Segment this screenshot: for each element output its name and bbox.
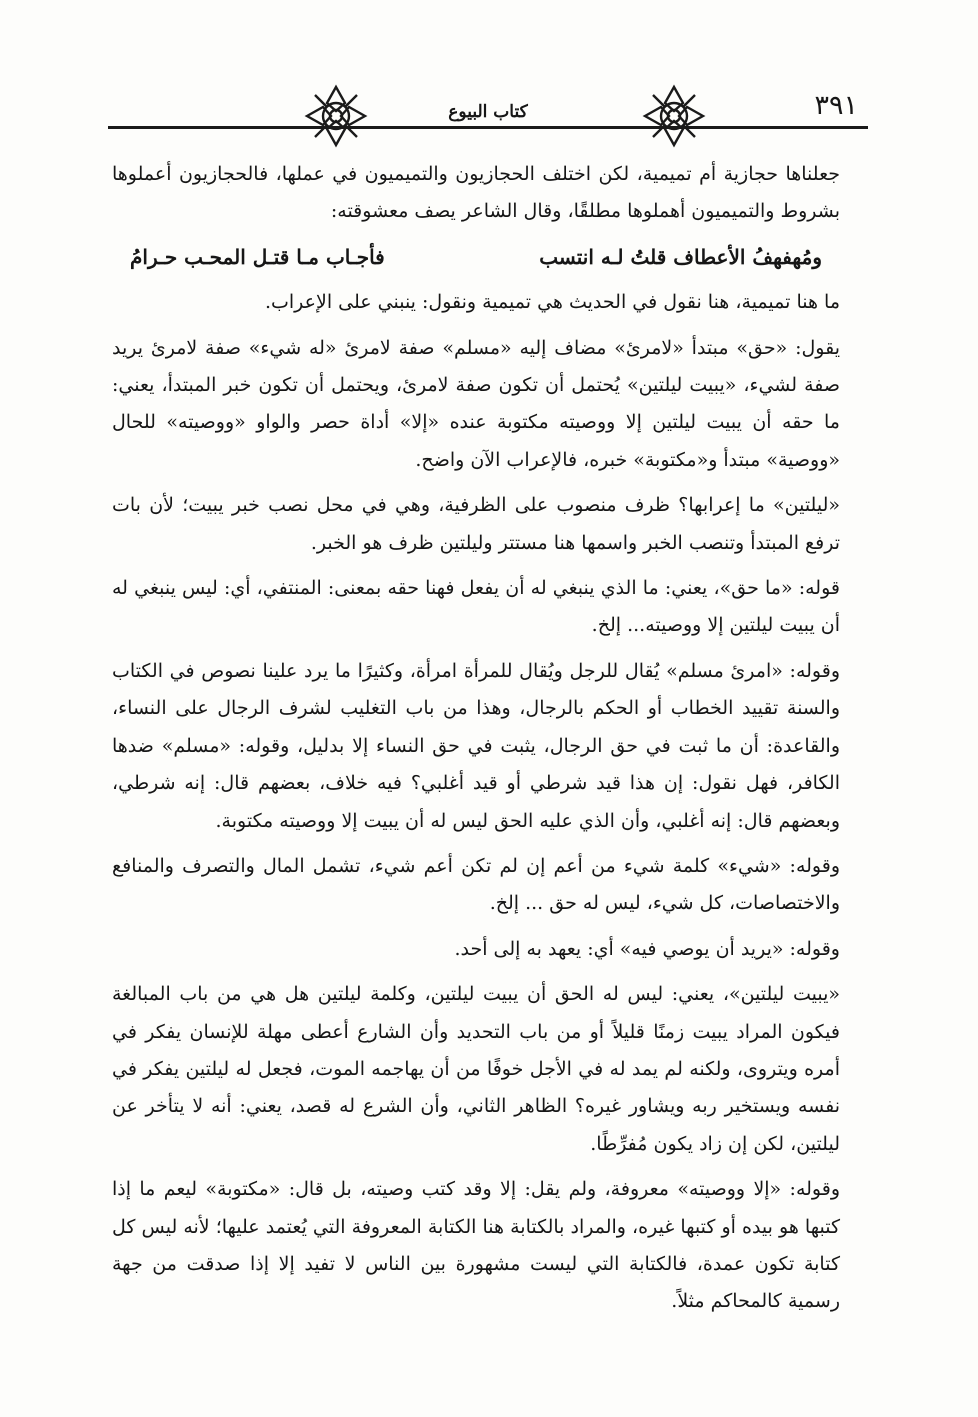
page-number: ٣٩١ (814, 90, 858, 121)
paragraph: «يبيت ليلتين»، يعني: ليس له الحق أن يبيت ليلتين، وكلمة ليلتين هل هي من باب المبالغة فيكون المراد يبيت زمنًا قليلاً أو من باب التحديد وأن الشارع أعطى مهلة للإنسان يفكر في أمره ويتروى، ولكنه لم يمد له في الأجل خوفًا من أن يهاجمه الموت، فجعل له ليلتين يفكر في نفسه ويستخير ربه ويشاور غيره؟ الظاهر الثاني، وأن الشرع له قصد، يعني: أنه لا يتأخر عن ليلتين، لكن إن زاد يكون مُفرِّطًا. (112, 983, 840, 1155)
paragraph: وقوله: «شيء» كلمة شيء من أعم إن لم تكن أعم شيء، تشمل المال والتصرف والمنافع والاختصاصات، كل شيء، ليس له حق ... إلخ. (112, 854, 840, 915)
page-header (108, 80, 868, 152)
page-body (112, 156, 840, 1329)
header-ornament-icon (642, 84, 706, 148)
poem-first-hemistich: ومُهفهفُ الأعطاف قلتُ لـه انتسب (539, 244, 822, 269)
poem-second-hemistich: فأجـاب مـا قتـل المحـب حـرامُ (130, 244, 385, 269)
paragraph: «ليلتين» ما إعرابها؟ ظرف منصوب على الظرفية، وهي في محل نصب خبر يبيت؛ لأن بات ترفع المبتدأ وتنصب الخبر واسمها هنا مستتر وليلتين ظرف هو الخبر. (112, 494, 840, 554)
poetry-verse (130, 239, 822, 276)
paragraph: وقوله: «إلا ووصيته» معروفة، ولم يقل: إلا وقد كتب وصيته، بل قال: «مكتوبة» ليعم ما إذا كتبها هو بيده أو كتبها غيره، والمراد بالكتابة هنا الكتابة المعروفة التي يُعتمد عليها؛ لأنه ليس كل كتابة تكون عمدة، فالكتابة التي ليست مشهورة بين الناس لا تفيد إلا إذا صدقت من جهة رسمية كالمحاكم مثلاً. (112, 1178, 840, 1313)
paragraph: جعلناها حجازية أم تميمية، لكن اختلف الحجازيون والتميميون في عملها، فالحجازيون أعملوها بشروط والتميميون أهملوها مطلقًا، وقال الشاعر يصف معشوقته: (112, 163, 840, 223)
header-ornament-icon (304, 84, 368, 148)
paragraph: قوله: «ما حق»، يعني: ما الذي ينبغي له أن يفعل فهنا حقه بمعنى: المنتفي، أي: ليس ينبغي له أن يبيت ليلتين إلا ووصيته... إلخ. (112, 577, 840, 637)
paragraph: ما هنا تميمية، هنا نقول في الحديث هي تميمية ونقول: ينبني على الإعراب. (264, 291, 840, 314)
running-title: كتاب البيوع (448, 102, 528, 122)
header-rule (108, 126, 868, 129)
paragraph: وقوله: «امرئ مسلم» يُقال للرجل ويُقال للمرأة امرأة، وكثيرًا ما يرد علينا نصوص في الكتاب والسنة تقييد الخطاب أو الحكم بالرجال، وهذا من باب التغليب لشرف الرجال على النساء، والقاعدة: أن ما ثبت في حق الرجال، يثبت في حق النساء إلا بدليل، وقوله: «مسلم» ضدها الكافر، فهل نقول: إن هذا قيد شرطي أو قيد أغلبي؟ فيه خلاف، بعضهم قال: إنه شرطي، وبعضهم قال: إنه أغلبي، وأن الذي عليه الحق ليس له أن يبيت إلا ووصيته مكتوبة. (112, 659, 840, 832)
paragraph: وقوله: «يريد أن يوصي فيه» أي: يعهد به إلى أحد. (454, 937, 840, 960)
paragraph: يقول: «حق» مبتدأ «لامرئ» مضاف إليه «مسلم» صفة لامرئ «له شيء» صفة لامرئ يريد صفة لشيء، «يبيت ليلتين» يُحتمل أن تكون صفة لامرئ، ويحتمل أن تكون خبر المبتدأ، يعني: ما حقه أن يبيت ليلتين إلا ووصيته مكتوبة عنده «إلا» أداة حصر والواو «ووصيته» للحال «ووصية» مبتدأ و«مكتوبة» خبره، فالإعراب الآن واضح. (112, 336, 840, 471)
